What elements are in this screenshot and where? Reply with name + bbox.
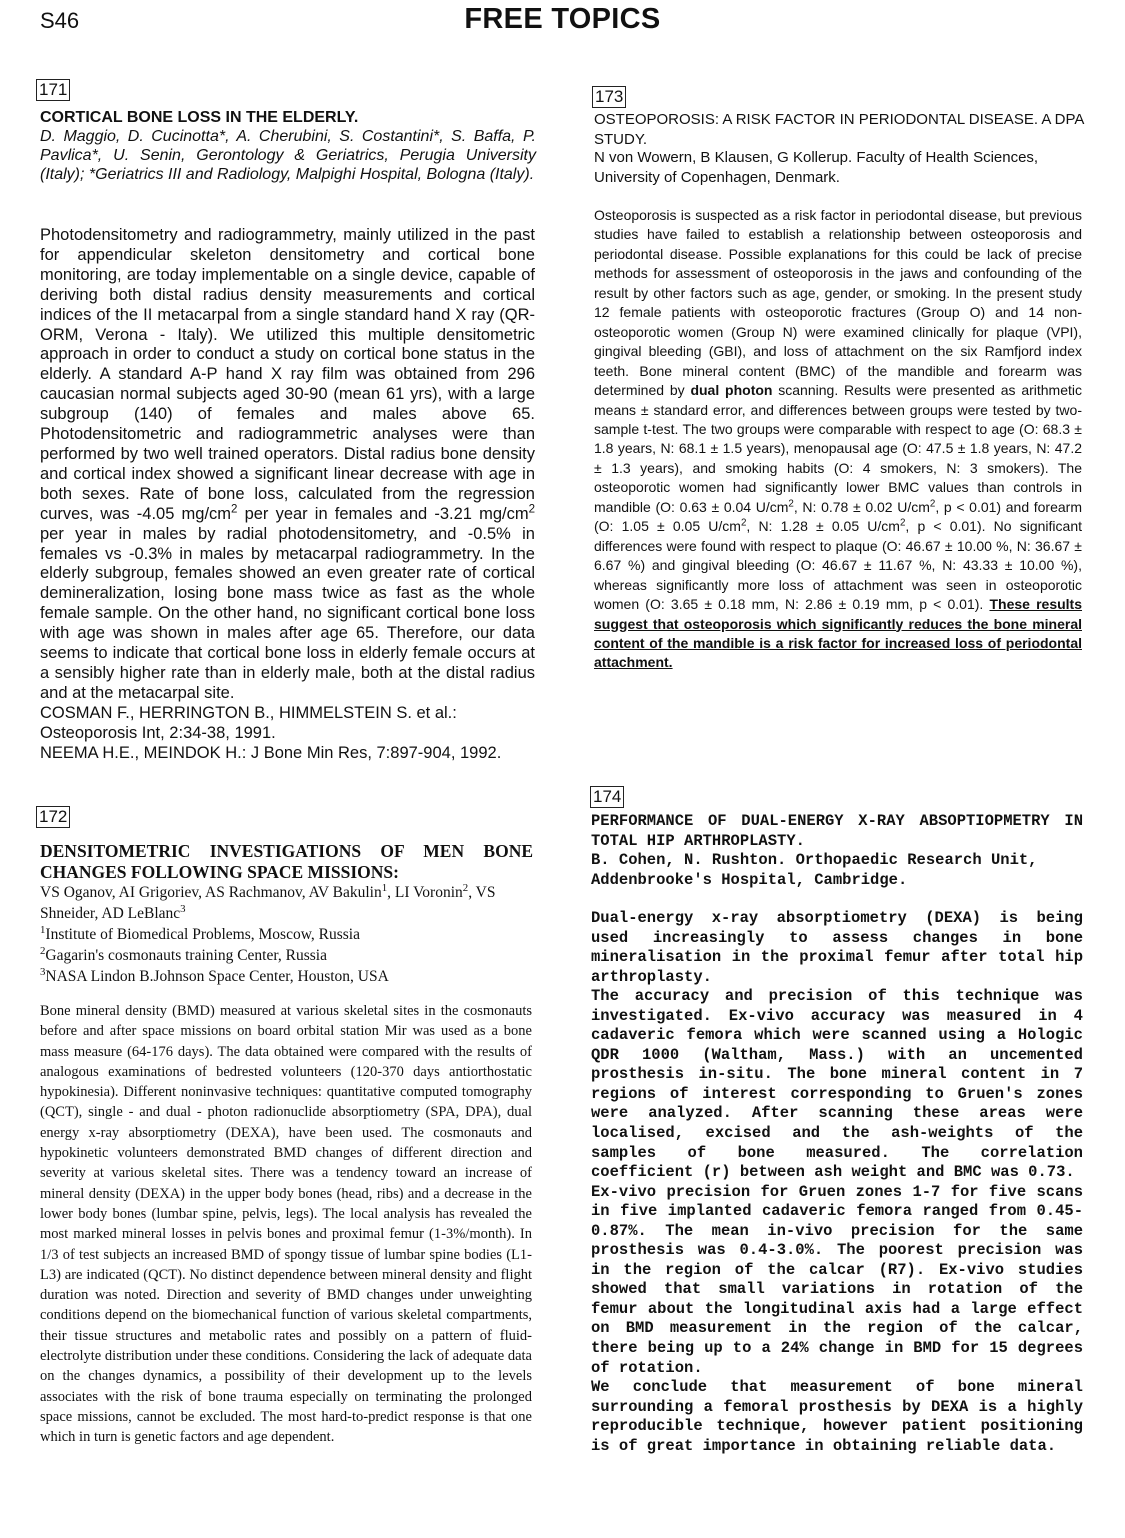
abstract-173-number: 173 [592, 86, 626, 108]
abstract-174-paragraph: Ex-vivo precision for Gruen zones 1-7 for five scans in five implanted cadaveric femora ranged from 0.45-0.87%. The mean in-vivo precision for the same prosthesis was 0.4-3.0%. The poorest precision was in the region of the calcar (R7). Ex-vivo studies showed that small variations in rotation of the femur about the longitudinal axis had a large effect on BMD measurement in the region of the calcar, there being up to a 24% change in BMD for 15 degrees of rotation. [591, 1182, 1083, 1377]
abstract-174-title: PERFORMANCE OF DUAL-ENERGY X-RAY ABSOPTIOPMETRY IN TOTAL HIP ARTHROPLASTY. [591, 812, 1083, 850]
abstract-174-paragraph: The accuracy and precision of this technique was investigated. Ex-vivo accuracy was measured in 4 cadaveric femora which were scanned using a Hologic QDR 1000 (Waltham, Mass.) with an uncemented prosthesis in-situ. The bone mineral content in 7 regions of interest corresponding to Gruen's zones were analyzed. After scanning these areas were localised, excised and the ash-weights of the samples of bone measured. The correlation coefficient (r) between ash weight and BMC was 0.73. [591, 987, 1083, 1182]
abstract-172-body: Bone mineral density (BMD) measured at various skeletal sites in the cosmonauts before and after space missions on board orbital station Mir was used as a bone mass measure (64-176 days). The data obtained were compared with the results of analogous examinations of bedrested volunteers (120-370 days antiorthostatic hypokinesia). Different noninvasive techniques: quantitative computed tomography (QCT), single - and dual - photon radionuclide absorptiometry (SPA, DPA), dual energy x-ray absorptiometry (DEXA), have been used. The cosmonauts and hypokinetic volunteers demonstrated BMD changes of different direction and severity at various skeletal sites. There was a tendency toward an increase of mineral density (DEXA) in the upper body bones (head, ribs) and a decrease in the lower body bones (lumbar spine, pelvis, legs). The local analysis has revealed the most marked mineral losses in pelvis bones and proximal femur (1-3%/month). In 1/3 of test subjects an increased BMD of spongy tissue of lumbar spine bodies (L1-L3) are indicated (QCT). No distinct dependence between mineral density and flight duration was noted. Direction and severity of BMD changes under unweighting conditions depend on the biomechanical function of various skeletal compartments, their tissue structures and metabolic rates and possibly on a pattern of fluid-electrolyte distribution under these conditions. Considering the lack of adequate data on the changes dynamics, a possibility of their development up to the levels associates with the risk of bone trauma especially on terminating the prolonged space missions, cannot be excluded. The most hard-to-predict response is that one which in turn is genetic factors and age dependent. [40, 1003, 532, 1446]
abstract-171-body: Photodensitometry and radiogrammetry, mainly utilized in the past for appendicular skeleton densitometry and cortical bone monitoring, are today implementable on a single device, capable of deriving both distal radius density measurements and cortical indices of the II metacarpal from a single standard hand X ray (QR-ORM, Verona - Italy). We utilized this multiple densitometric approach in order to conduct a study on cortical bone status in the elderly. A standard A-P hand X ray film was obtained from 296 caucasian normal subjects aged 30-90 (mean 61 yrs), with a large subgroup (140) of females and males above 65. Photodensitometric and radiogrammetric analyses were than performed by two well trained operators. Distal radius bone density and cortical index showed a significant linear decrease with age in both sexes. Rate of bone loss, calculated from the regression curves, was -4.05 $mg/cm^2$ per year in females and -3.21 $mg/cm^2$ per year in males by radial photodensitometry, and -0.5% in females vs -0.3% in males by metacarpal radiogrammetry. In the elderly subgroup, females showed an even greater rate of cortical demineralization, losing bone mass twice as fast as the whole female sample. On the other hand, no significant cortical bone loss with age was shown in males after age 65. Therefore, our data seems to indicate that cortical bone loss in elderly female occurs at a sensibly higher rate than in elderly male, both at the distal radius and at the metacarpal site. COSMAN F., HERRINGTON B., HIMMELSTEIN S. et al.: Osteoporosis Int, 2:34-38, 1991. NEEMA H.E., MEINDOK H.: J Bone Min Res, 7:897-904, 1992. [40, 226, 535, 762]
abstract-172-authors: VS Oganov, AI Grigoriev, AS Rachmanov, AV Bakulin$^1$, LI Voronin$^2$, VS Shneider, AD LeBlanc$^3$ $^1$Institute of Biomedical Problems, Moscow, Russia $^2$Gagarin's cosmonauts training Center, Russia $^3$NASA Lindon B.Johnson Space Center, Houston, USA [40, 882, 536, 987]
abstract-172-title: DENSITOMETRIC INVESTIGATIONS OF MEN BONE CHANGES FOLLOWING SPACE MISSIONS: [40, 841, 533, 882]
abstract-172-affiliation: $^1$Institute of Biomedical Problems, Moscow, Russia [40, 923, 360, 943]
abstract-174-authors: B. Cohen, N. Rushton. Orthopaedic Research Unit, Addenbrooke's Hospital, Cambridge. [591, 851, 1038, 889]
abstract-174-number: 174 [590, 786, 624, 808]
abstract-171-authors: D. Maggio, D. Cucinotta*, A. Cherubini, S. Costantini*, S. Baffa, P. Pavlica*, U. Senin, Gerontology & Geriatrics, Perugia University (Italy); *Geriatrics III and Radiology, Malpighi Hospital, Bologna (Italy). [40, 128, 536, 183]
abstract-174-paragraph: Dual-energy x-ray absorptiometry (DEXA) is being used increasingly to assess changes in bone mineralisation in the proximal femur after total hip arthroplasty. [591, 909, 1083, 986]
abstract-172-affiliation: $^2$Gagarin's cosmonauts training Center, Russia [40, 944, 327, 964]
abstract-172-number: 172 [36, 806, 70, 828]
abstract-172-affiliation: $^3$NASA Lindon B.Johnson Space Center, Houston, USA [40, 965, 389, 985]
page-number: S46 [40, 8, 80, 33]
abstract-171-reference: COSMAN F., HERRINGTON B., HIMMELSTEIN S. et al.: Osteoporosis Int, 2:34-38, 1991. [40, 703, 457, 742]
section-title: FREE TOPICS [464, 3, 661, 35]
abstract-171-reference: NEEMA H.E., MEINDOK H.: J Bone Min Res, 7:897-904, 1992. [40, 743, 502, 762]
abstract-174-paragraph: We conclude that measurement of bone mineral surrounding a femoral prosthesis by DEXA is a highly reproducible technique, however patient positioning is of great importance in obtaining reliable data. [591, 1378, 1083, 1455]
abstract-173-authors: N von Wowern, B Klausen, G Kollerup. Faculty of Health Sciences, University of Copenhagen, Denmark. [594, 149, 1039, 186]
abstract-174-body [591, 909, 1083, 1456]
abstract-171-number: 171 [36, 79, 70, 101]
abstract-171-title: CORTICAL BONE LOSS IN THE ELDERLY. [40, 109, 359, 126]
abstract-173-conclusion: These results suggest that osteoporosis which significantly reduces the bone mineral content of the mandible is a risk factor for increased loss of periodontal attachment. [594, 596, 1083, 671]
abstract-173-body: Osteoporosis is suspected as a risk factor in periodontal disease, but previous studies have failed to establish a relationship between osteoporosis and periodontal disease. Possible explanations for this could be lack of precise methods for assessment of osteoporosis in the jaws and confounding of the result by other factors such as age, gender, or smoking. In the present study 12 female patients with osteoporotic fractures (Group O) and 14 non-osteoporotic women (Group N) were examined clinically for plaque (VPI), gingival bleeding (GBI), and loss of attachment on the six Ramfjord index teeth. Bone mineral content (BMC) of the mandible and forearm was determined by dual photon scanning. Results were presented as arithmetic means ± standard error, and differences between groups were tested by two-sample t-test. The two groups were comparable with respect to age (O: 68.3 ± 1.8 years, N: 68.1 ± 1.5 years), menopausal age (O: 47.5 ± 1.8 years, N: 47.2 ± 1.3 years), and smoking habits (O: 4 smokers, N: 3 smokers). The osteoporotic women had significantly lower BMC values than controls in mandible (O: 0.63 ± 0.04 $U/cm^2$, N: 0.78 ± 0.02 $U/cm^2$, p < 0.01) and forearm (O: 1.05 ± 0.05 $U/cm^2$, N: 1.28 ± 0.05 $U/cm^2$, p < 0.01). No significant differences were found with respect to plaque (O: 46.67 ± 10.00 %, N: 36.67 ± 6.67 %) and gingival bleeding (O: 46.67 ± 11.67 %, N: 43.33 ± 10.00 %), whereas significantly more loss of attachment was seen in osteoporotic women (O: 3.65 ± 0.18 mm, N: 2.86 ± 0.19 mm, p < 0.01). These results suggest that osteoporosis which significantly reduces the bone mineral content of the mandible is a risk factor for increased loss of periodontal attachment. [594, 207, 1083, 671]
abstract-173-title: OSTEOPOROSIS: A RISK FACTOR IN PERIODONTAL DISEASE. A DPA STUDY. [594, 111, 1084, 148]
